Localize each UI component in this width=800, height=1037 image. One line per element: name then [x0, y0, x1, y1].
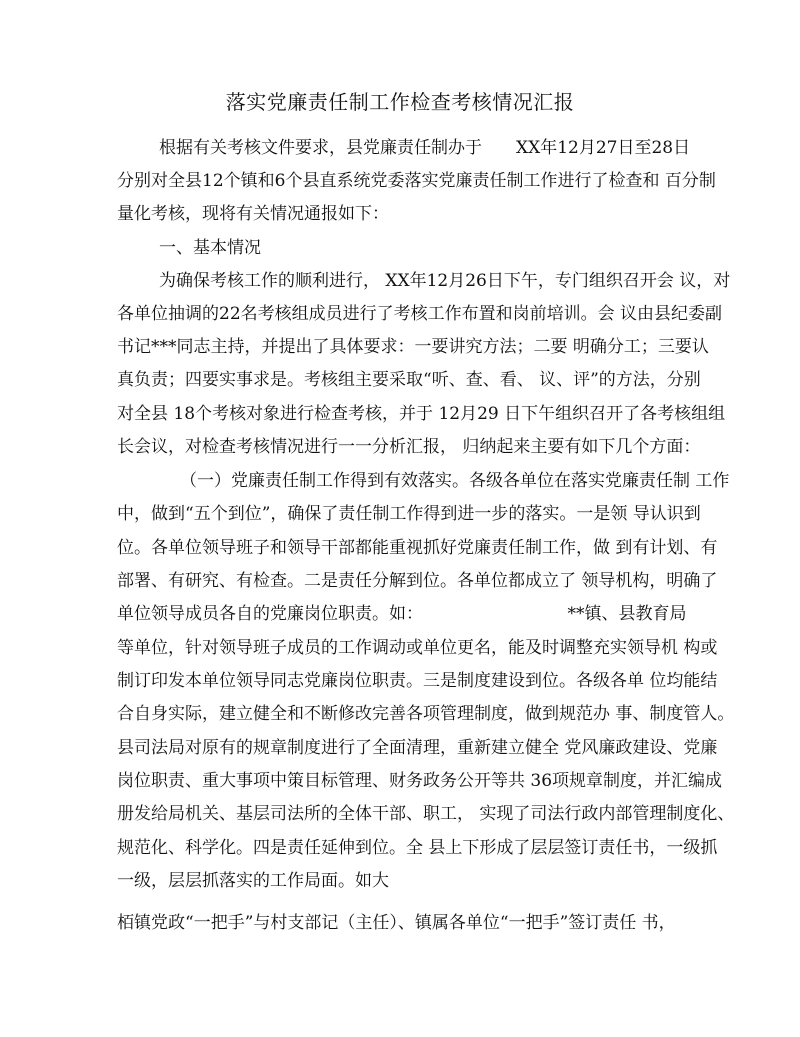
- text-line: 书记***同志主持，并提出了具体要求：一要讲究方法；二要 明确分工；三要认: [117, 337, 709, 357]
- text-line: 中，做到“五个到位”，确保了责任制工作得到进一步的落实。一是领 导认识到: [117, 504, 701, 524]
- text-line: 合自身实际，建立健全和不断修改完善各项管理制度，做到规范办 事、制度管人。: [117, 704, 735, 724]
- text-line: 部署、有研究、有检查。二是责任分解到位。各单位都成立了 领导机构，明确了: [117, 571, 718, 591]
- text-line: 等单位，针对领导班子成员的工作调动或单位更名，能及时调整充实领导机 构或: [117, 638, 718, 658]
- text-line: 单位领导成员各自的党廉岗位职责。如： **镇、县教育局: [117, 604, 687, 624]
- text-line: 制订印发本单位领导同志党廉岗位职责。三是制度建设到位。各级各单 位均能结: [117, 671, 718, 691]
- text-line: 各单位抽调的22名考核组成员进行了考核工作布置和岗前培训。会 议由县纪委副: [117, 304, 723, 324]
- text-line: 册发给局机关、基层司法所的全体干部、职工， 实现了司法行政内部管理制度化、: [117, 804, 735, 824]
- text-line: 县司法局对原有的规章制度进行了全面清理，重新建立健全 党风廉政建设、党廉: [117, 738, 718, 758]
- text-line: 一级，层层抓落实的工作局面。如大: [117, 871, 389, 891]
- text-line: 规范化、科学化。四是责任延伸到位。全 县上下形成了层层签订责任书，一级抓: [117, 838, 718, 858]
- text-line: 岗位职责、重大事项中策目标管理、财务政务公开等共 36项规章制度，并汇编成: [117, 771, 723, 791]
- text-line: 栢镇党政“一把手”与村支部记（主任）、镇属各单位“一把手”签订责任 书，: [117, 913, 676, 933]
- text-line: 分别对全县12个镇和6个县直系统党委落实党廉责任制工作进行了检查和 百分制: [117, 171, 716, 191]
- text-line: 位。各单位领导班子和领导干部都能重视抓好党廉责任制工作，做 到有计划、有: [117, 538, 718, 558]
- subsection-line: （一）党廉责任制工作得到有效落实。各级各单位在落实党廉责任制 工作: [180, 471, 730, 491]
- text-line: 长会议，对检查考核情况进行一一分析汇报， 归纳起来主要有如下几个方面：: [117, 437, 701, 457]
- text-line: 量化考核，现将有关情况通报如下：: [117, 204, 389, 224]
- document-title: 落实党廉责任制工作检查考核情况汇报: [225, 90, 575, 114]
- text-line: 根据有关考核文件要求，县党廉责任制办于 XX年12月27日至28日: [159, 138, 691, 158]
- text-line: 对全县 18个考核对象进行检查考核，并于 12月29 日下午组织召开了各考核组组: [117, 404, 726, 424]
- text-line: 真负责；四要实事求是。考核组主要采取“听、查、看、 议、评”的方法，分别: [117, 370, 701, 390]
- text-line: 为确保考核工作的顺利进行， XX年12月26日下午，专门组织召开会 议，对: [159, 271, 731, 291]
- section-heading: 一、基本情况: [159, 238, 261, 258]
